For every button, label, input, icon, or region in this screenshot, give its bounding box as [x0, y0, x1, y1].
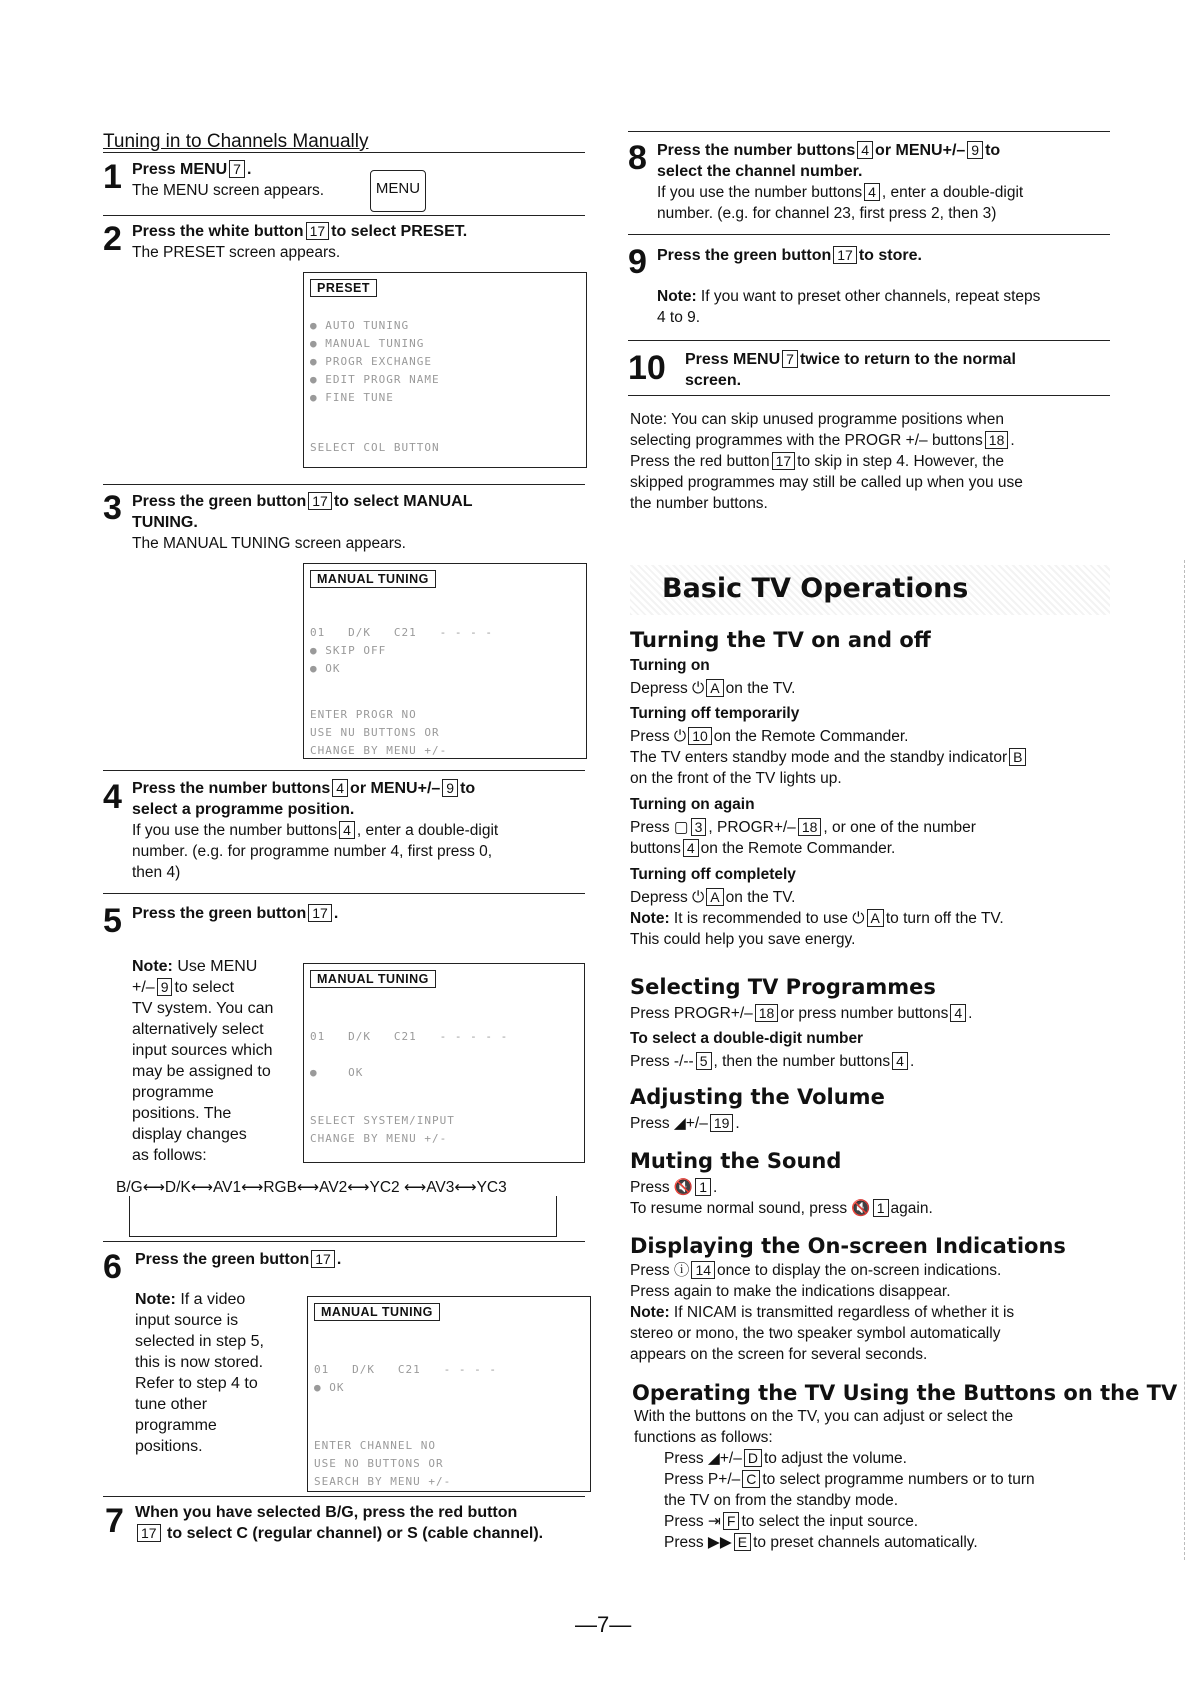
key-17: 17 [308, 492, 332, 510]
preset-screen-foot: SELECT COL BUTTON [310, 441, 440, 454]
menu-button-illustration: MENU [370, 170, 426, 212]
key-9: 9 [442, 779, 458, 797]
key-17: 17 [311, 1250, 335, 1268]
step-2-number: 2 [103, 220, 122, 258]
input-cycle-chain: B/G⟷D/K⟷AV1⟷RGB⟷AV2⟷YC2 ⟷AV3⟷YC3 [116, 1179, 507, 1196]
key-14: 14 [691, 1261, 715, 1279]
turning-off-completely-text: Depress ⏻ A on the TV. Note: It is recommended to use ⏻ A to turn off the TV. This could help you save energy. [630, 889, 1004, 948]
step-10-heading: Press MENU 7 twice to return to the normal [685, 351, 1016, 368]
step-1-number: 1 [103, 158, 122, 196]
preset-screen [303, 272, 587, 468]
key-E: E [734, 1533, 751, 1551]
key-9: 9 [157, 978, 173, 996]
key-7: 7 [782, 350, 798, 368]
turning-off-completely-heading: Turning off completely [630, 866, 796, 883]
step-8-heading-cont: select the channel number. [657, 163, 863, 180]
adjusting-volume-text: Press ◢+/– 19 . [630, 1115, 740, 1132]
turning-on-off-title: Turning the TV on and off [630, 628, 931, 652]
key-1: 1 [873, 1199, 889, 1217]
manual-tuning-screen-3-foot: ENTER CHANNEL NO USE NO BUTTONS OR SEARCH BY MENU +/- [314, 1439, 452, 1488]
key-3: 3 [691, 818, 707, 836]
turning-off-temporarily-heading: Turning off temporarily [630, 705, 800, 722]
operating-buttons-title: Operating the TV Using the Buttons on the TV [632, 1381, 1178, 1405]
muting-sound-text: Press 🔇 1 . To resume normal sound, press 🔇 1 again. [630, 1179, 933, 1217]
step-7-heading-cont: 17 to select C (regular channel) or S (cable channel). [135, 1523, 543, 1544]
key-17: 17 [306, 222, 330, 240]
step-10-number: 10 [628, 349, 666, 387]
key-18: 18 [985, 431, 1009, 449]
key-17: 17 [137, 1524, 161, 1542]
manual-tuning-screen-1-lines: 01 D/K C21 - - - - ● SKIP OFF ● OK [310, 626, 493, 675]
step-6-heading: Press the green button 17 . [135, 1251, 342, 1268]
key-A: A [867, 909, 884, 927]
key-17: 17 [772, 452, 796, 470]
displaying-indications-text: Press ⓘ 14 once to display the on-screen indications. Press again to make the indications disappear. Note: If NICAM is transmitted regardless of whether it is stereo or mono, the two speaker symbol automatically appears on the screen for several seconds. [630, 1262, 1015, 1363]
key-4: 4 [864, 183, 880, 201]
step-3-number: 3 [103, 489, 122, 527]
step-8-heading: Press the number buttons 4 or MENU+/– 9 to [657, 142, 1001, 159]
key-4: 4 [857, 141, 873, 159]
key-C: C [742, 1470, 760, 1488]
manual-tuning-screen-3-title: MANUAL TUNING [314, 1303, 440, 1321]
manual-tuning-screen-2-foot: SELECT SYSTEM/INPUT CHANGE BY MENU +/- [310, 1114, 455, 1145]
step-6-number: 6 [103, 1248, 122, 1286]
manual-tuning-screen-3-lines: 01 D/K C21 - - - - ● OK [314, 1363, 497, 1394]
step-7-number: 7 [105, 1502, 124, 1540]
key-18: 18 [798, 818, 822, 836]
step-1-text: The MENU screen appears. [132, 182, 325, 199]
step-4-heading-cont: select a programme position. [132, 801, 355, 818]
step-3-heading: Press the green button 17 to select MANUAL [132, 493, 473, 510]
key-A: A [706, 679, 723, 697]
manual-tuning-screen-1-title: MANUAL TUNING [310, 570, 436, 588]
key-18: 18 [755, 1004, 779, 1022]
step-9-number: 9 [628, 243, 647, 281]
key-4: 4 [950, 1004, 966, 1022]
step-3-heading-cont: TUNING. [132, 514, 198, 531]
step-7-heading: When you have selected B/G, press the red button [135, 1504, 518, 1521]
manual-tuning-screen-1-foot: ENTER PROGR NO USE NU BUTTONS OR CHANGE BY MENU +/- [310, 708, 448, 757]
double-digit-text: Press -/-- 5 , then the number buttons 4 . [630, 1053, 915, 1070]
step-9-heading: Press the green button 17 to store. [657, 247, 922, 264]
key-4: 4 [892, 1052, 908, 1070]
key-10: 10 [688, 727, 712, 745]
scan-edge-line [1184, 560, 1185, 1560]
turning-on-text: Depress ⏻ A on the TV. [630, 680, 796, 697]
basic-tv-operations-banner [630, 565, 1110, 615]
page-number: —7— [575, 1612, 632, 1637]
step-6-note: Note: If a video input source is selected in step 5, this is now stored. Refer to step 4 to tune other programme positions. [135, 1291, 264, 1455]
key-D: D [744, 1449, 762, 1467]
manual-tuning-screen-2-lines: 01 D/K C21 - - - - - ● OK [310, 1030, 509, 1079]
key-B: B [1009, 748, 1026, 766]
key-4: 4 [332, 779, 348, 797]
selecting-programmes-text: Press PROGR+/– 18 or press number buttons 4 . [630, 1005, 973, 1022]
step-4-text-3: then 4) [132, 864, 181, 881]
turning-on-again-text: Press ▢ 3 , PROGR+/– 18 , or one of the number buttons 4 on the Remote Commander. [630, 819, 976, 857]
manual-tuning-screen-1 [303, 563, 587, 759]
skip-note: Note: You can skip unused programme positions when selecting programmes with the PROGR +/– buttons 18 . Press the red button 17 to skip in step 4. However, the skipped programmes may still be called up when you use the number buttons. [630, 411, 1023, 512]
preset-screen-lines: ● AUTO TUNING ● MANUAL TUNING ● PROGR EXCHANGE ● EDIT PROGR NAME ● FINE TUNE [310, 319, 440, 404]
step-5-heading: Press the green button 17 . [132, 905, 339, 922]
key-7: 7 [229, 160, 245, 178]
key-5: 5 [696, 1052, 712, 1070]
key-19: 19 [710, 1114, 734, 1132]
key-17: 17 [308, 904, 332, 922]
step-5-note: Note: Use MENU +/– 9 to select TV system. You can alternatively select input sources which may be assigned to programme positions. The display changes as follows: [132, 958, 274, 1164]
double-digit-heading: To select a double-digit number [630, 1030, 864, 1047]
step-9-note-2: 4 to 9. [657, 309, 701, 326]
step-5-number: 5 [103, 902, 122, 940]
step-2-heading: Press the white button 17 to select PRESET. [132, 223, 468, 240]
adjusting-volume-title: Adjusting the Volume [630, 1085, 885, 1109]
operating-buttons-list: Press ◢+/– D to adjust the volume. Press P+/– C to select programme numbers or to turn the TV on from the standby mode. Press ⇥ F to select the input source. Press ▶▶ E to preset channels automatically. [664, 1450, 1035, 1551]
turning-on-again-heading: Turning on again [630, 796, 755, 813]
key-4: 4 [339, 821, 355, 839]
manual-tuning-screen-2 [303, 963, 585, 1163]
key-1: 1 [695, 1178, 711, 1196]
step-8-text-2: number. (e.g. for channel 23, first press 2, then 3) [657, 205, 997, 222]
step-8-number: 8 [628, 139, 647, 177]
key-A: A [706, 888, 723, 906]
basic-tv-operations-title: Basic TV Operations [662, 573, 969, 604]
key-4: 4 [683, 839, 699, 857]
step-4-heading: Press the number buttons 4 or MENU+/– 9 to [132, 780, 476, 797]
step-3-text: The MANUAL TUNING screen appears. [132, 535, 406, 552]
displaying-indications-title: Displaying the On-screen Indications [630, 1234, 1066, 1258]
manual-tuning-screen-3 [307, 1296, 591, 1492]
key-17: 17 [833, 246, 857, 264]
operating-buttons-intro: With the buttons on the TV, you can adjust or select the functions as follows: [634, 1408, 1014, 1446]
section-title-manual-tuning: Tuning in to Channels Manually [103, 131, 369, 152]
step-10-heading-cont: screen. [685, 372, 742, 389]
step-2-text: The PRESET screen appears. [132, 244, 341, 261]
step-1-heading: Press MENU 7 . [132, 161, 252, 178]
manual-tuning-screen-2-title: MANUAL TUNING [310, 970, 436, 988]
step-8-text-1: If you use the number buttons 4 , enter a double-digit [657, 184, 1024, 201]
turning-on-heading: Turning on [630, 657, 710, 674]
key-F: F [723, 1512, 740, 1530]
turning-off-temporarily-text: Press ⏻ 10 on the Remote Commander. The TV enters standby mode and the standby indicator B on the front of the TV lights up. [630, 726, 1110, 789]
step-4-number: 4 [103, 778, 122, 816]
key-9: 9 [967, 141, 983, 159]
selecting-programmes-title: Selecting TV Programmes [630, 975, 936, 999]
chain-return-line [129, 1196, 557, 1237]
step-9-note-1: Note: If you want to preset other channels, repeat steps [657, 288, 1041, 305]
step-4-text-1: If you use the number buttons 4 , enter a double-digit [132, 822, 499, 839]
step-4-text-2: number. (e.g. for programme number 4, first press 0, [132, 843, 493, 860]
muting-sound-title: Muting the Sound [630, 1149, 842, 1173]
preset-screen-title: PRESET [310, 279, 377, 297]
